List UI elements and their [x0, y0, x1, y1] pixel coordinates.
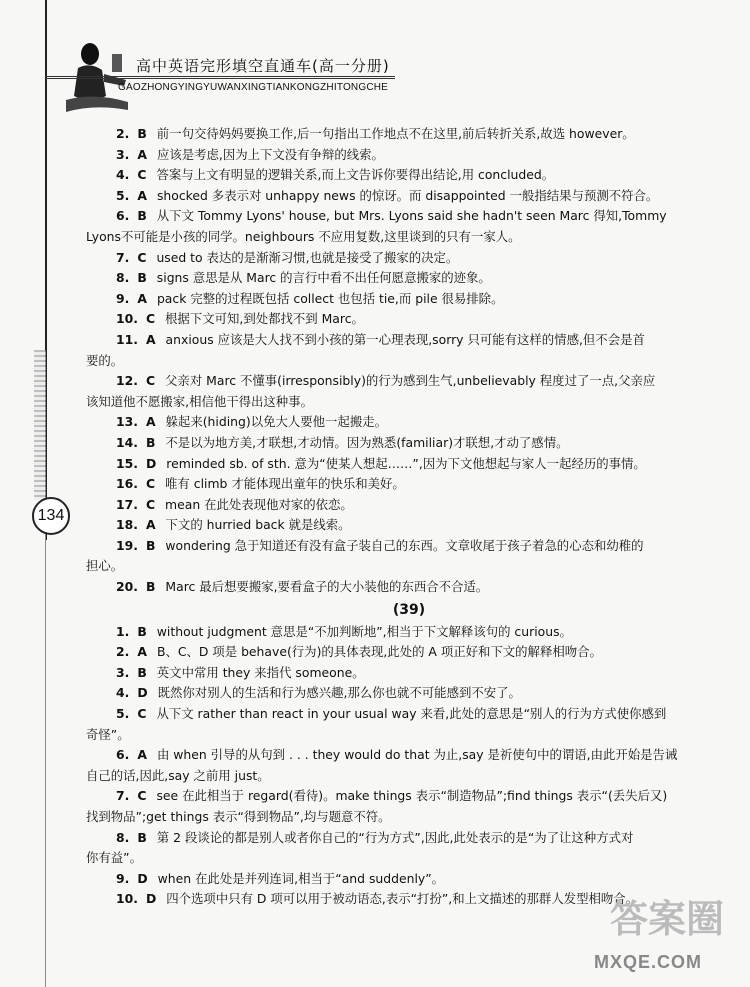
item-explanation: anxious 应该是大人找不到小孩的第一心理表现,sorry 只可能有这样的情感,但不会是首: [165, 331, 645, 347]
item-explanation: 应该是考虑,因为上下文没有争辩的线索。: [156, 146, 384, 162]
answer-item: [116, 454, 702, 475]
item-explanation: signs 意思是从 Marc 的言行中看不出任何愿意搬家的迹象。: [156, 270, 491, 286]
item-explanation-continued: 找到物品”;get things 表示“得到物品”,均与题意不符。: [86, 809, 391, 824]
item-explanation: 躲起来(hiding)以免大人要他一起搬走。: [165, 414, 388, 430]
answer-item: [116, 495, 702, 516]
item-number: 16.: [116, 476, 138, 492]
item-answer: C: [145, 496, 156, 512]
item-number: 18.: [116, 517, 138, 533]
item-answer: B: [137, 829, 147, 845]
item-explanation: wondering 急于知道还有没有盒子装自己的东西。文章收尾于孩子着急的心态和幼稚的: [165, 537, 644, 553]
answer-item: [116, 622, 702, 643]
item-answer: B: [137, 664, 147, 680]
item-answer: A: [145, 517, 156, 533]
item-number: 8.: [116, 270, 130, 286]
item-explanation: pack 完整的过程既包括 collect 也包括 tie,而 pile 很易排除。: [156, 290, 504, 306]
item-number: 4.: [116, 685, 130, 701]
watermark-text: MXQE.COM: [594, 952, 703, 972]
watermark-logo: 答案圈: [610, 897, 725, 941]
item-answer: D: [145, 891, 157, 907]
item-number: 2.: [116, 644, 130, 660]
item-answer: A: [145, 414, 156, 430]
answer-item: [116, 248, 702, 269]
item-number: 13.: [116, 414, 138, 430]
answer-item: [116, 186, 702, 207]
item-answer: C: [145, 373, 156, 389]
item-explanation: 父亲对 Marc 不懂事(irresponsibly)的行为感到生气,unbelievably 程度过了一点,父亲应: [165, 373, 656, 389]
answer-item: [86, 371, 702, 412]
item-explanation: 答案与上文有明显的逻辑关系,而上文告诉你要得出结论,用 concluded。: [156, 167, 555, 183]
item-explanation: 唯有 climb 才能体现出童年的快乐和美好。: [165, 476, 405, 492]
item-number: 14.: [116, 434, 138, 450]
item-answer: B: [137, 623, 147, 639]
item-number: 2.: [116, 126, 130, 141]
answer-item: [116, 433, 702, 454]
page-number: 134: [32, 497, 70, 535]
answer-item: [116, 124, 702, 145]
item-explanation: B、C、D 项是 behave(行为)的具体表现,此处的 A 项正好和下文的解释相吻合。: [156, 644, 602, 660]
item-answer: C: [137, 249, 147, 265]
item-explanation: shocked 多表示对 unhappy news 的惊讶。而 disappointed 一般指结果与预测不符合。: [156, 187, 659, 203]
answer-item: [116, 309, 702, 330]
item-number: 6.: [116, 208, 130, 224]
item-answer: C: [137, 167, 147, 183]
item-explanation: 既然你对别人的生活和行为感兴趣,那么你也就不可能感到不安了。: [157, 685, 521, 701]
answer-item: [116, 145, 702, 166]
item-explanation: 英文中常用 they 来指代 someone。: [156, 664, 365, 680]
item-answer: C: [137, 788, 147, 804]
answer-item: [86, 828, 702, 869]
answer-list-39: [86, 622, 702, 910]
item-explanation-continued: 担心。: [86, 558, 124, 574]
item-answer: D: [137, 685, 148, 701]
answer-item: [116, 268, 702, 289]
item-answer: C: [137, 706, 147, 722]
answer-item: [116, 663, 702, 684]
item-answer: B: [137, 270, 147, 286]
item-explanation: 从下文 Tommy Lyons' house, but Mrs. Lyons said she hadn't seen Marc 得知,Tommy: [156, 208, 667, 224]
item-explanation: 第 2 段谈论的都是别人或者你自己的“行为方式”,因此,此处表示的是“为了让这种方式对: [156, 829, 634, 845]
item-number: 9.: [116, 290, 130, 306]
item-number: 12.: [116, 373, 138, 389]
item-explanation-continued: Lyons不可能是小孩的同学。neighbours 不应用复数,这里谈到的只有一家人。: [86, 228, 521, 244]
item-explanation: when 在此处是并列连词,相当于“and suddenly”。: [157, 870, 445, 886]
item-explanation: 根据下文可知,到处都找不到 Marc。: [165, 311, 364, 327]
item-number: 9.: [116, 870, 130, 886]
answer-item: [116, 165, 702, 186]
item-answer: D: [137, 870, 148, 886]
answer-item: [86, 330, 702, 371]
header-rule-second: [45, 78, 395, 79]
item-explanation-continued: 奇怪”。: [86, 726, 130, 742]
item-explanation-continued: 自己的话,因此,say 之前用 just。: [86, 767, 270, 783]
header-title: 高中英语完形填空直通车(高一分册): [136, 57, 390, 75]
item-number: 11.: [116, 331, 138, 347]
item-explanation: mean 在此处表现他对家的依恋。: [165, 496, 353, 512]
item-explanation: 由 when 引导的从句到 . . . they would do that 为止,say 是祈使句中的谓语,由此开始是告诫: [156, 747, 678, 763]
item-answer: D: [145, 455, 157, 471]
item-answer: B: [145, 434, 156, 450]
answer-item: [116, 515, 702, 536]
item-answer: A: [137, 187, 147, 203]
answer-item: [116, 869, 702, 890]
item-number: 8.: [116, 829, 130, 845]
answer-list-previous: [86, 124, 702, 598]
item-number: 19.: [116, 537, 138, 553]
item-explanation: 从下文 rather than react in your usual way 来看,此处的意思是“别人的行为方式使你感到: [156, 706, 667, 722]
item-answer: B: [137, 126, 147, 141]
item-number: 20.: [116, 579, 138, 595]
answer-item: [116, 289, 702, 310]
answer-item: [86, 536, 702, 577]
item-answer: B: [145, 537, 156, 553]
item-number: 1.: [116, 623, 130, 639]
item-number: 3.: [116, 664, 130, 680]
item-answer: B: [137, 208, 147, 224]
margin-rule-lower: [45, 520, 46, 987]
section-title: (39): [392, 601, 426, 618]
item-explanation: 四个选项中只有 D 项可以用于被动语态,表示“打扮”,和上文描述的那群人发型相吻合。: [166, 891, 639, 907]
item-answer: A: [145, 331, 156, 347]
answer-item: [86, 206, 702, 247]
item-number: 5.: [116, 187, 130, 203]
answer-item: [116, 683, 702, 704]
answer-item: [86, 745, 702, 786]
item-number: 3.: [116, 146, 130, 162]
item-number: 6.: [116, 747, 130, 763]
item-explanation: 前一句交待妈妈要换工作,后一句指出工作地点不在这里,前后转折关系,故选 however。: [156, 126, 635, 141]
answer-item: [116, 412, 702, 433]
answer-item: [86, 786, 702, 827]
item-answer: A: [137, 290, 147, 306]
item-number: 10.: [116, 311, 138, 327]
item-answer: B: [145, 579, 156, 595]
answer-item: [116, 642, 702, 663]
header-illustration: [60, 34, 130, 120]
item-explanation: Marc 最后想要搬家,要看盒子的大小装他的东西合不合适。: [165, 579, 489, 595]
item-explanation: reminded sb. of sth. 意为“使某人想起……”,因为下文他想起与家人一起经历的事情。: [166, 455, 646, 471]
item-explanation: see 在此相当于 regard(看待)。make things 表示“制造物品”;find things 表示“(丢失后又): [156, 788, 668, 804]
item-answer: A: [137, 644, 147, 660]
header-rule: [45, 76, 395, 77]
answer-item: [86, 704, 702, 745]
margin-decoration: [34, 350, 46, 500]
header-subtitle: GAOZHONGYINGYUWANXINGTIANKONGZHITONGCHE: [118, 82, 389, 93]
item-number: 7.: [116, 249, 130, 265]
item-answer: C: [145, 476, 156, 492]
item-number: 4.: [116, 167, 130, 183]
item-number: 7.: [116, 788, 130, 804]
item-explanation-continued: 你有益”。: [86, 850, 142, 866]
answer-content: [86, 124, 702, 910]
item-explanation-continued: 要的。: [86, 352, 124, 368]
item-explanation-continued: 该知道他不愿搬家,相信他干得出这种事。: [86, 393, 313, 409]
answer-item: [116, 474, 702, 495]
answer-item: [116, 577, 702, 598]
item-answer: A: [137, 146, 147, 162]
item-number: 10.: [116, 891, 138, 907]
item-explanation: used to 表达的是渐渐习惯,也就是接受了搬家的决定。: [156, 249, 459, 265]
item-explanation: 下文的 hurried back 就是线索。: [165, 517, 351, 533]
item-explanation: without judgment 意思是“不加判断地”,相当于下文解释该句的 curious。: [156, 623, 572, 639]
item-answer: A: [137, 747, 147, 763]
item-explanation: 不是以为地方美,才联想,才动情。因为熟悉(familiar)才联想,才动了感情。: [165, 434, 569, 450]
item-answer: C: [145, 311, 156, 327]
item-number: 5.: [116, 706, 130, 722]
item-number: 17.: [116, 496, 138, 512]
item-number: 15.: [116, 455, 138, 471]
